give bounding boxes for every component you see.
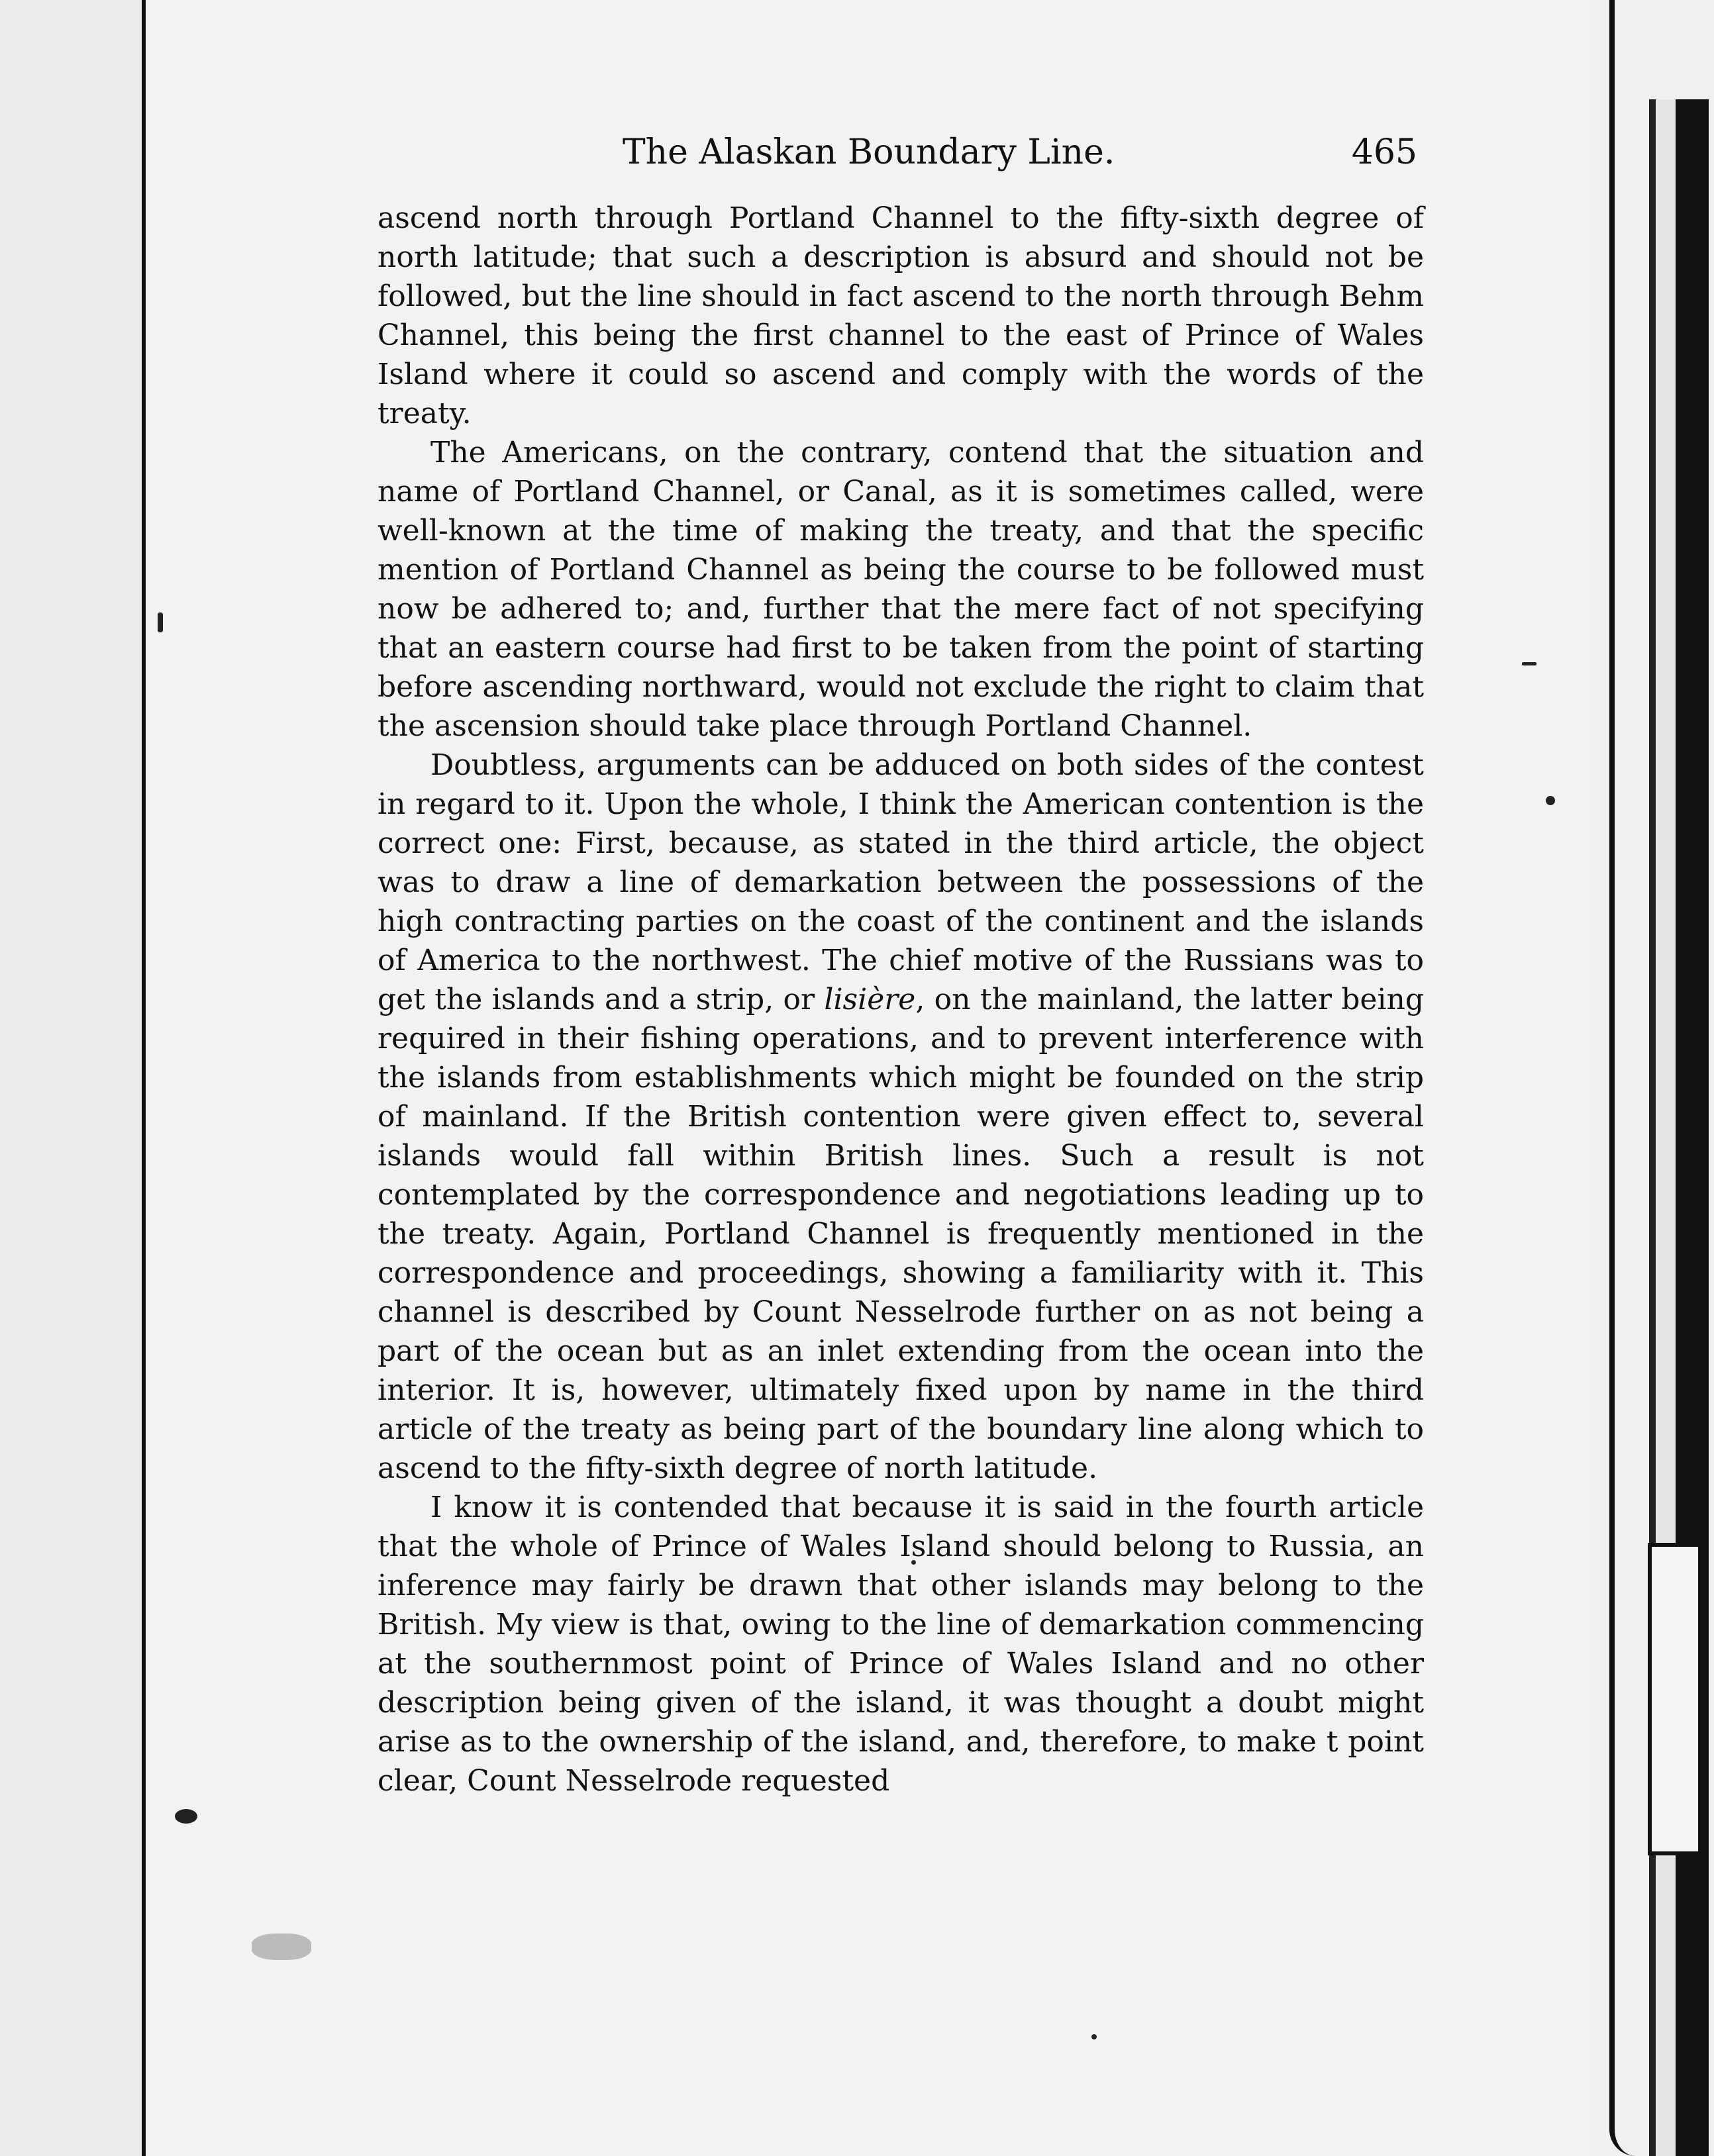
paragraph [378, 746, 1424, 1488]
page-header [623, 126, 1431, 185]
paragraph: ascend north through Portland Channel to the fifty-sixth degree of north latitude; that such a description is absurd and should not be followed, but the line should in fact ascend to the north through Behm Channel, this being the first channel to the east of Prince of Wales Island where it could so ascend and comply with the words of the treaty. [378, 201, 1424, 430]
scan-speck [1522, 662, 1537, 665]
scan-speck [252, 1934, 311, 1960]
binding-edge [1589, 0, 1714, 2156]
body-text [378, 199, 1424, 1800]
italic-term: lisière [824, 983, 916, 1016]
page-curl [1609, 0, 1641, 2156]
paragraph-text: , on the mainland, the latter being required in their fishing operations, and to prevent interference with the islands from establishments which might be founded on the strip of mainland. If the British contention were given effect to, several islands would fall within British lines. Such a result is not contemplated by the correspondence and negotiations leading up to the treaty. Again, Portland Channel is frequently mentioned in the correspondence and proceedings, showing a familiarity with it. This channel is described by Count Nesselrode further on as not being a part of the ocean but as an inlet extending from the ocean into the interior. It is, however, ultimately fixed upon by name in the third article of the treaty as being part of the boundary line along which to ascend to the fifty-sixth degree of north latitude. [378, 983, 1425, 1485]
running-title: The Alaskan Boundary Line. [623, 132, 1115, 172]
scan-speck [158, 612, 163, 632]
page-number: 465 [1351, 132, 1417, 172]
scan-speck [175, 1809, 197, 1824]
paragraph: I know it is contended that because it is said in the fourth article that the whole of Prince of Wales Island should belong to Russia, an inference may fairly be drawn that other islands may belong to the British. My view is that, owing to the line of demarkation commencing at the southernmost point of Prince of Wales Island and no other description being given of the island, it was thought a doubt might arise as to the ownership of the island, and, therefore, to make t point clear, Count Nesselrode requested [378, 1491, 1424, 1798]
paragraph: The Americans, on the contrary, contend that the situation and name of Portland Channel, or Canal, as it is sometimes called, were well-known at the time of making the treaty, and that the specific mention of Portland Channel as being the course to be followed must now be adhered to; and, further that the mere fact of not specifying that an eastern course had first to be taken from the point of starting before ascending northward, would not exclude the right to claim that the ascension should take place through Portland Channel. [378, 436, 1424, 743]
paragraph-text: Doubtless, arguments can be adduced on both sides of the contest in regard to it. Upon the whole, I think the American contention is the correct one: First, because, as stated in the third article, the object was to draw a line of demarkation between the possessions of the high contracting parties on the coast of the continent and the islands of America to the northwest. The chief motive of the Russians was to get the islands and a strip, or [378, 748, 1424, 1016]
fold-line [142, 0, 146, 2156]
binding-tab [1648, 1543, 1702, 1855]
left-gutter [0, 0, 142, 2156]
scan-speck [1091, 2034, 1097, 2039]
scan-speck [1546, 796, 1555, 805]
